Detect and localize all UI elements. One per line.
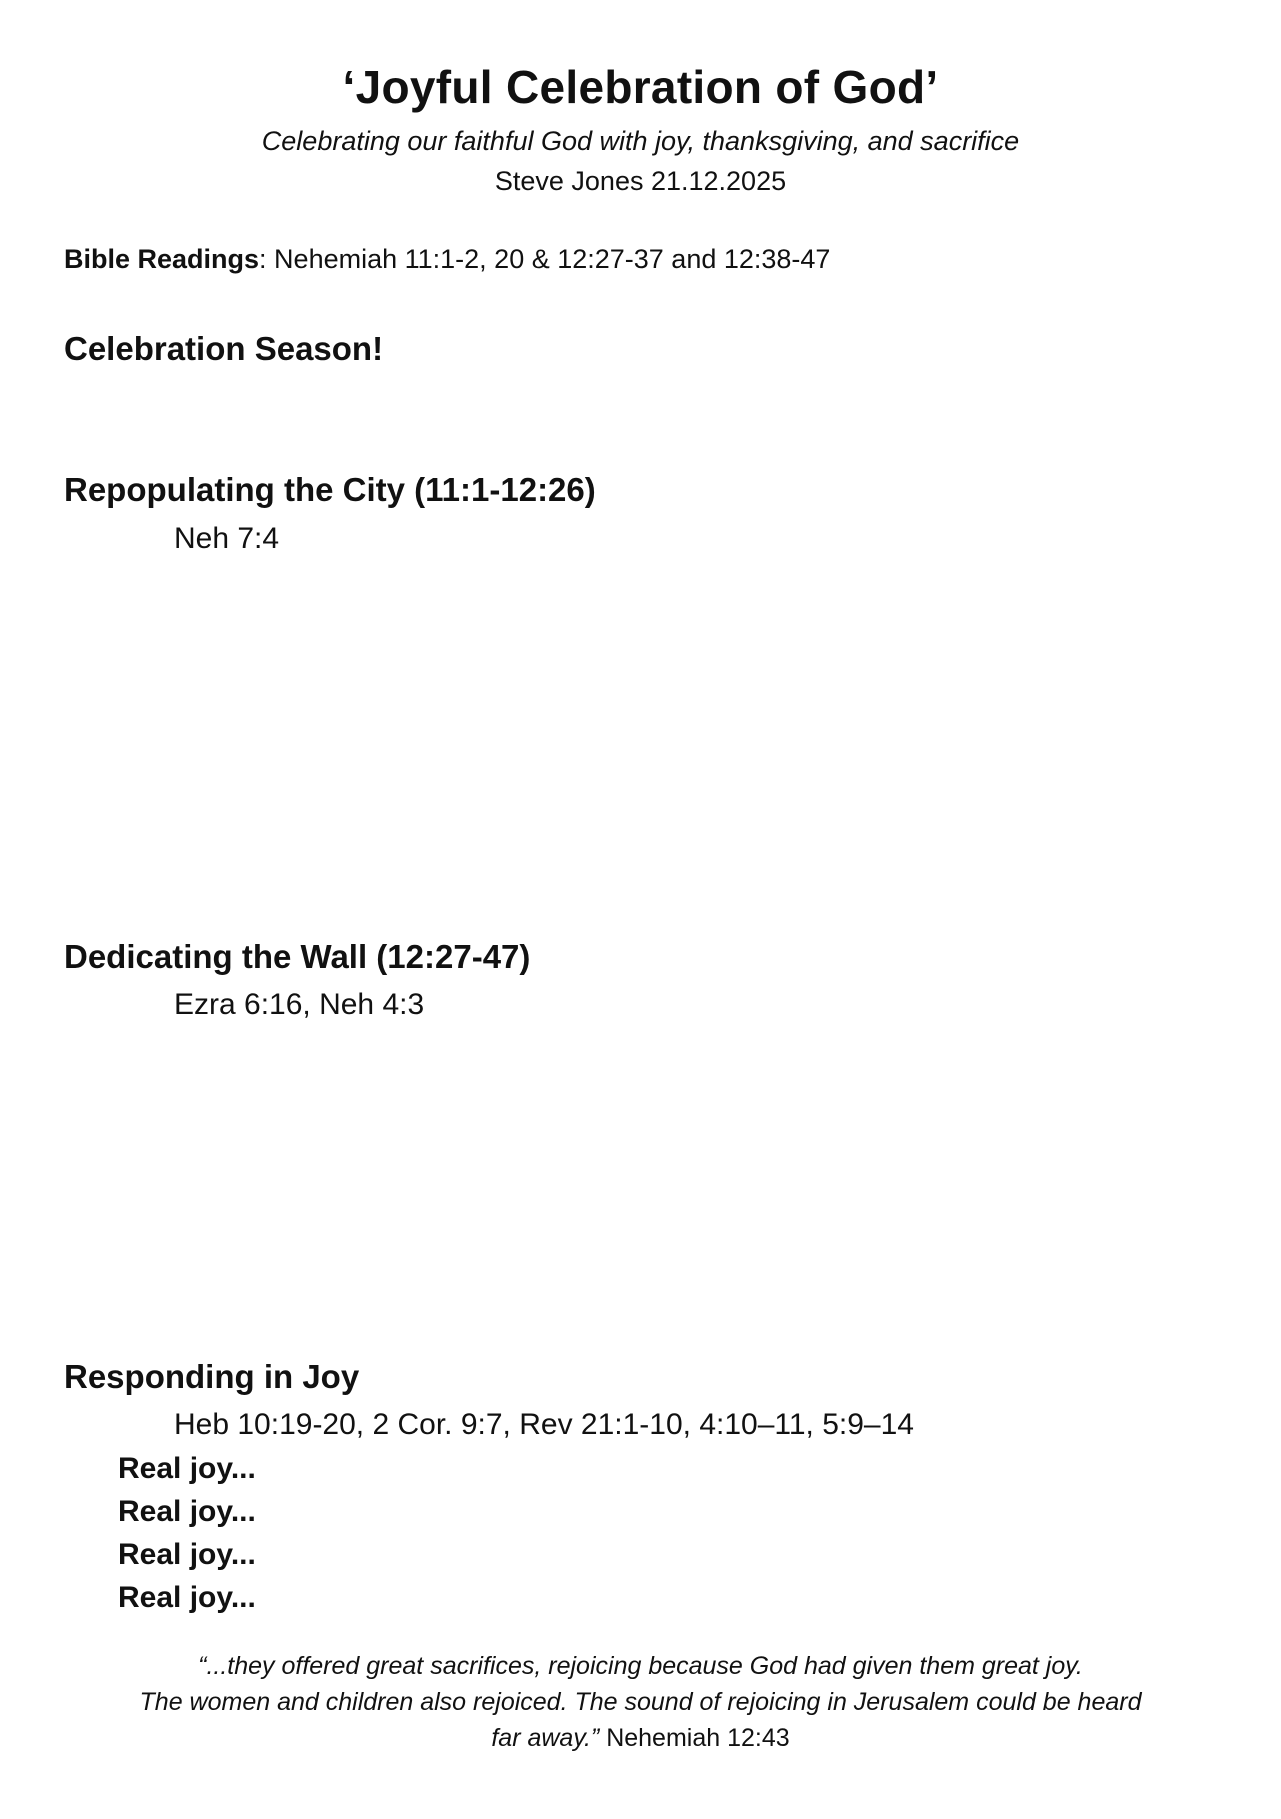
section-heading-dedicating: Dedicating the Wall (12:27-47) [64,938,531,975]
quote-line-1: “...they offered great sacrifices, rejoicing because God had given them great joy. [198,1652,1083,1680]
real-joy-point-4: Real joy... [118,1581,256,1614]
page-title: ‘Joyful Celebration of God’ [342,61,939,113]
section-refs-dedicating: Ezra 6:16, Neh 4:3 [174,988,425,1021]
section-refs-responding: Heb 10:19-20, 2 Cor. 9:7, Rev 21:1-10, 4:10–11, 5:9–14 [174,1408,914,1441]
section-heading-responding: Responding in Joy [64,1358,360,1395]
section-refs-repopulating: Neh 7:4 [174,522,280,555]
real-joy-point-1: Real joy... [118,1452,256,1485]
closing-quote [40,1648,1241,1756]
page-subtitle: Celebrating our faithful God with joy, thanksgiving, and sacrifice [261,126,1020,156]
section-heading-celebration: Celebration Season! [64,330,384,367]
quote-source: Nehemiah 12:43 [599,1724,790,1752]
real-joy-point-2: Real joy... [118,1495,256,1528]
bible-readings [64,244,830,275]
section-heading-repopulating: Repopulating the City (11:1-12:26) [64,471,596,508]
bible-readings-text: : Nehemiah 11:1-2, 20 & 12:27-37 and 12:38-47 [259,244,831,274]
quote-line-3: far away.” [491,1724,600,1752]
quote-line-2: The women and children also rejoiced. The sound of rejoicing in Jerusalem could be heard [139,1688,1142,1716]
speaker-date: Steve Jones 21.12.2025 [494,166,787,196]
real-joy-point-3: Real joy... [118,1538,256,1571]
bible-readings-label: Bible Readings [64,244,260,274]
